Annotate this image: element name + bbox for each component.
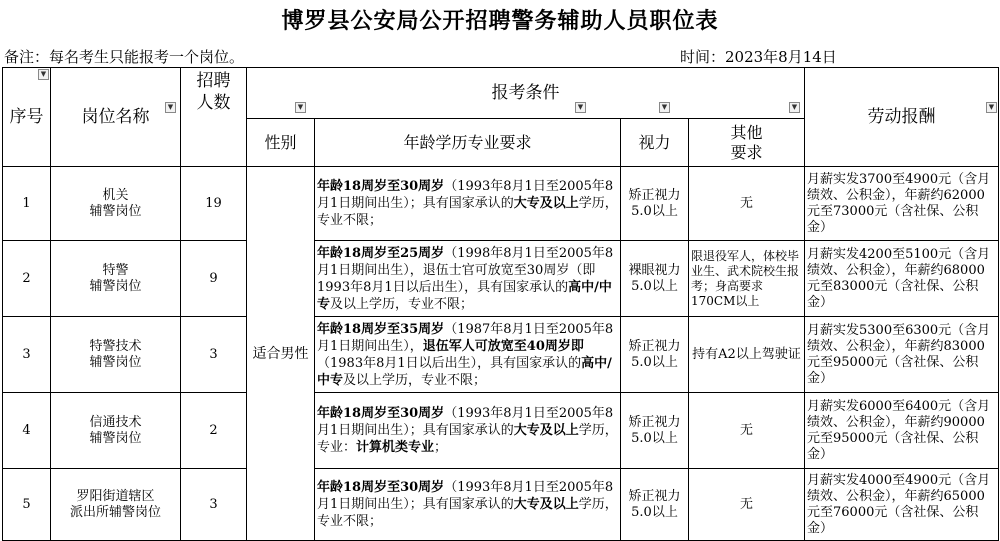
requirement-segment: （1993年8月1日至2005年8月1日期间出生）；具有国家承认的 [317,179,614,211]
header-age-edu: 年龄学历专业要求 [315,119,621,167]
table-row [3,469,999,541]
filter-dropdown-icon[interactable]: ▼ [295,102,306,113]
position-table [2,67,999,541]
cell-requirements [315,241,621,317]
requirement-segment: 学历，专业不限； [317,497,618,529]
cell-vision: 矫正视力5.0以上 [621,167,689,241]
header-post: 岗位名称 ▼ [51,68,181,167]
cell-seq: 5 [3,469,51,541]
table-row [3,241,999,317]
cell-count: 3 [181,469,247,541]
cell-count: 19 [181,167,247,241]
filter-dropdown-icon[interactable]: ▼ [165,102,176,113]
cell-count: 3 [181,317,247,393]
cell-seq: 4 [3,393,51,469]
requirement-bold-segment: 大专及以上 [513,196,579,211]
header-gender: 性别 [247,119,315,167]
header-other: 其他 要求 [689,119,805,167]
cell-gender: 适合男性 [247,167,315,541]
requirement-bold-segment: 计算机类专业 [356,440,435,455]
requirement-segment: 学历，专业： [317,423,618,455]
cell-other: 持有A2以上驾驶证 [689,317,805,393]
requirement-bold-segment: 高中/中专 [317,355,612,388]
requirement-bold-segment: 退伍军人可放宽至40周岁即 [422,338,584,354]
cell-vision: 矫正视力5.0以上 [621,393,689,469]
requirement-bold-segment: 年龄18周岁至30周岁 [317,480,445,495]
cell-count: 9 [181,241,247,317]
requirement-segment: 及以上学历，专业不限； [330,296,474,312]
requirement-bold-segment: 高中/中专 [317,279,612,312]
cell-other: 无 [689,469,805,541]
cell-post: 机关 辅警岗位 [51,167,181,241]
requirement-segment: （1987年8月1日至2005年8月1日期间出生）， [317,321,614,354]
page-title: 博罗县公安局公开招聘警务辅助人员职位表 [281,8,719,34]
cell-post: 特警 辅警岗位 [51,241,181,317]
cell-other: 限退役军人，体校毕业生、武术院校生报考；身高要求170CM以上 [689,241,805,317]
cell-requirements [315,317,621,393]
header-pay: 劳动报酬 ▼ [805,68,999,167]
filter-dropdown-icon[interactable]: ▼ [659,102,670,113]
requirement-segment: （1993年8月1日至2005年8月1日期间出生）；具有国家承认的 [317,480,614,512]
requirement-segment: （1993年8月1日至2005年8月1日期间出生）；具有国家承认的 [317,406,614,438]
header-seq: 序号 ▼ [3,68,51,167]
cell-requirements [315,393,621,469]
filter-dropdown-icon[interactable]: ▼ [575,102,586,113]
cell-vision: 矫正视力5.0以上 [621,469,689,541]
requirement-segment: 学历，专业不限； [317,196,618,228]
requirement-bold-segment: 年龄18周岁至25周岁 [317,245,445,261]
requirement-segment: （1983年8月1日以后出生），具有国家承认的 [317,355,582,371]
requirement-segment: 及以上学历，专业不限； [343,372,487,388]
header-vision: 视力 [621,119,689,167]
cell-seq: 2 [3,241,51,317]
cell-vision: 裸眼视力5.0以上 [621,241,689,317]
cell-other: 无 [689,167,805,241]
table-row [3,317,999,393]
requirement-bold-segment: 大专及以上 [513,497,579,512]
table-row [3,393,999,469]
requirement-segment: ； [434,440,448,455]
cell-post: 特警技术 辅警岗位 [51,317,181,393]
cell-other: 无 [689,393,805,469]
requirement-bold-segment: 大专及以上 [513,423,579,438]
requirement-segment: （1998年8月1日至2005年8月1日期间出生），退伍士官可放宽至30周岁（即1993年8月1日以后出生），具有国家承认的 [317,245,614,295]
cell-seq: 1 [3,167,51,241]
cell-pay: 月薪实发3700至4900元（含月绩效、公积金），年薪约62000元至73000元（含社保、公积金） [805,167,999,241]
filter-dropdown-icon[interactable]: ▼ [986,102,997,113]
cell-requirements [315,469,621,541]
cell-vision: 矫正视力5.0以上 [621,317,689,393]
cell-seq: 3 [3,317,51,393]
cell-pay: 月薪实发5300至6300元（含月绩效、公积金），年薪约83000元至95000元（含社保、公积金） [805,317,999,393]
requirement-bold-segment: 年龄18周岁至35周岁 [317,321,445,337]
cell-pay: 月薪实发6000至6400元（含月绩效、公积金），年薪约90000元至95000元（含社保、公积金） [805,393,999,469]
header-count: 招聘 人数 [181,68,247,167]
note-text: 备注：每名考生只能报考一个岗位。 [4,48,245,66]
date-text: 时间：2023年8月14日 [680,48,837,66]
cell-count: 2 [181,393,247,469]
requirement-bold-segment: 年龄18周岁至30周岁 [317,406,445,421]
table-row [3,167,999,241]
cell-pay: 月薪实发4200至5100元（含月绩效、公积金），年薪约68000元至83000元（含社保、公积金） [805,241,999,317]
filter-dropdown-icon[interactable]: ▼ [38,69,49,80]
cell-post: 信通技术 辅警岗位 [51,393,181,469]
header-conditions: 报考条件 ▼ ▼ ▼ ▼ [247,68,805,119]
filter-dropdown-icon[interactable]: ▼ [789,102,800,113]
requirement-bold-segment: 年龄18周岁至30周岁 [317,179,445,194]
cell-pay: 月薪实发4000至4900元（含月绩效、公积金），年薪约65000元至76000元（含社保、公积金） [805,469,999,541]
cell-post: 罗阳街道辖区 派出所辅警岗位 [51,469,181,541]
cell-requirements [315,167,621,241]
